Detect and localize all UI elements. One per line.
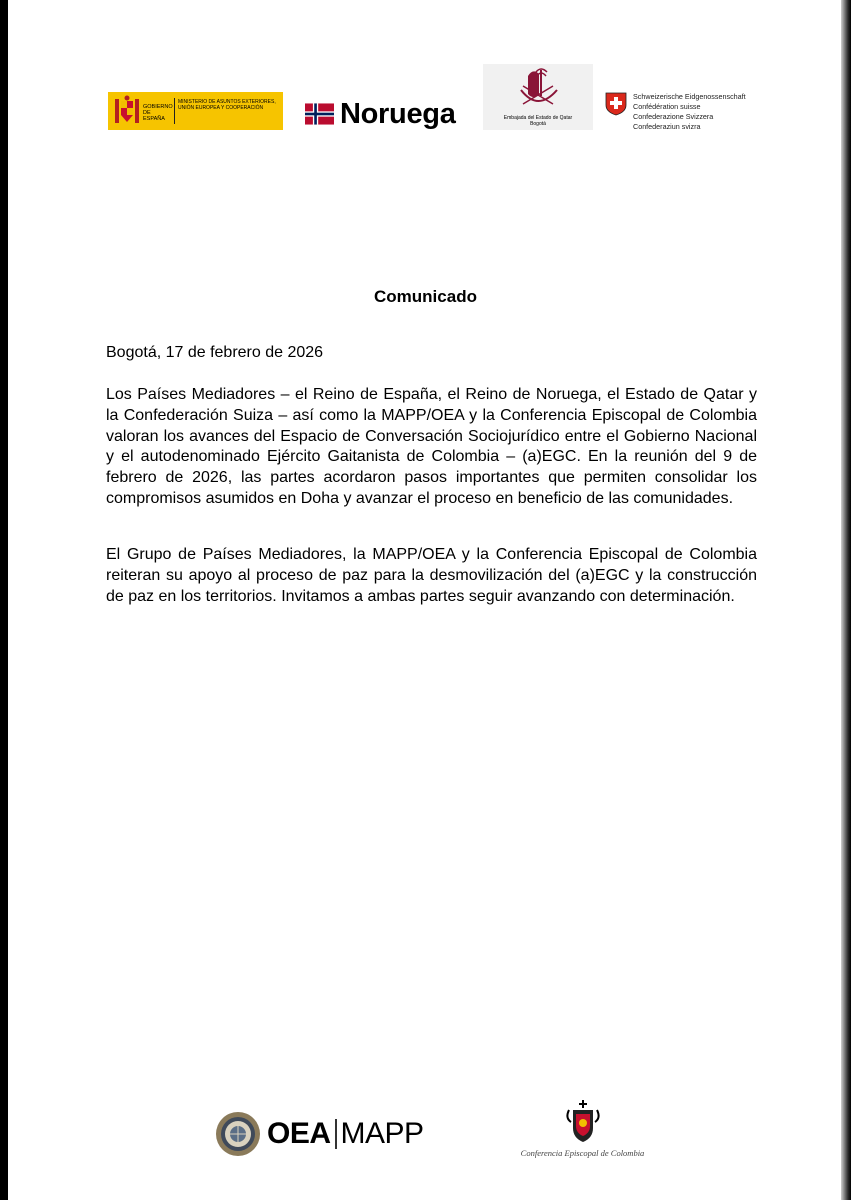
norway-logo [305, 97, 456, 130]
norway-logo-text: Noruega [340, 97, 456, 130]
page-right-edge [841, 0, 851, 1200]
episcopal-logo-caption: Conferencia Episcopal de Colombia [520, 1148, 645, 1158]
swiss-logo-line2: Confédération suisse [633, 102, 701, 111]
swiss-shield-icon [605, 92, 627, 116]
paragraph-2: El Grupo de Países Mediadores, la MAPP/OEA y la Conferencia Episcopal de Colombia reiteran su apoyo al proceso de paz para la desmovilización del (a)EGC y la construcción de paz en los territorios. Invitamos a ambas partes seguir avanzando con determinación. [106, 546, 757, 605]
qatar-logo-line1: Embajada del Estado de Qatar [503, 115, 573, 121]
paragraph-1: Los Países Mediadores – el Reino de España, el Reino de Noruega, el Estado de Qatar y la Confederación Suiza – así como la MAPP/OEA y la Conferencia Episcopal de Colombia valoran los avances del Espacio de Conversación Sociojurídico entre el Gobierno Nacional y el autodenominado Ejército Gaitanista de Colombia – (a)EGC. En la reunión del 9 de febrero de 2026, las partes acordaron pasos importantes que permiten consolidar los compromisos asumidos en Doha y avanzar el proceso en beneficio de las comunidades. [106, 386, 757, 507]
spain-government-logo [108, 92, 283, 130]
document-title: Comunicado [374, 287, 477, 306]
qatar-emblem-icon [483, 64, 593, 114]
mapp-logo-text: MAPP [340, 1117, 424, 1150]
spain-logo-left-text: GOBIERNO DE ESPAÑA [143, 104, 173, 122]
episcopal-coat-of-arms-icon [563, 1098, 603, 1144]
oea-mapp-logo [215, 1106, 424, 1162]
qatar-logo-line2: Bogotá [530, 121, 546, 127]
spain-logo-divider [174, 98, 175, 124]
qatar-embassy-logo [483, 64, 593, 130]
oea-logo-divider [335, 1119, 337, 1149]
page-left-edge [0, 0, 8, 1200]
spain-coat-of-arms-icon [112, 95, 142, 127]
oea-seal-icon [215, 1111, 261, 1157]
swiss-confederation-logo [605, 92, 765, 134]
qatar-logo-caption [483, 115, 593, 127]
oea-logo-text: OEA [267, 1117, 331, 1150]
norway-flag-icon [305, 103, 334, 125]
spain-logo-right-text: MINISTERIO DE ASUNTOS EXTERIORES, UNIÓN EUROPEA Y COOPERACIÓN [178, 99, 276, 111]
conferencia-episcopal-logo [505, 1098, 660, 1160]
swiss-logo-text [633, 92, 746, 132]
swiss-logo-line4: Confederaziun svizra [633, 122, 701, 131]
swiss-logo-line1: Schweizerische Eidgenossenschaft [633, 92, 746, 101]
document-date: Bogotá, 17 de febrero de 2026 [106, 344, 324, 361]
swiss-logo-line3: Confederazione Svizzera [633, 112, 714, 121]
